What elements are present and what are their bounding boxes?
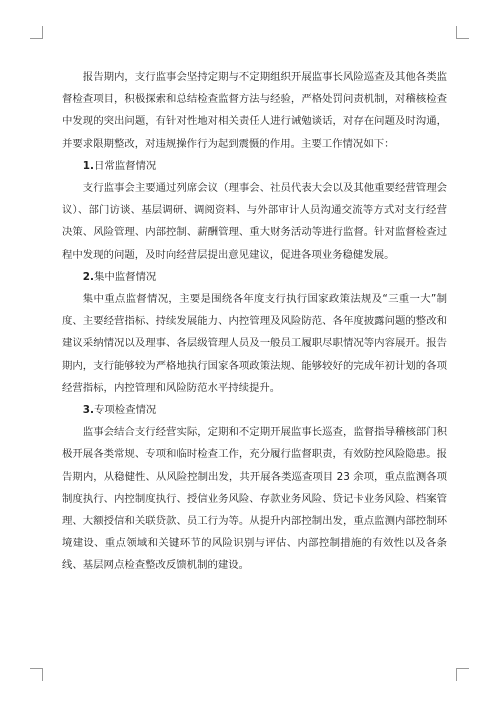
- crop-mark-bottom-right: [456, 668, 469, 681]
- document-body: [62, 66, 447, 577]
- crop-mark-top-left: [30, 26, 43, 39]
- crop-mark-top-right: [456, 26, 469, 39]
- section-title: 专项检查情况: [93, 404, 157, 417]
- daily-supervision-paragraph: 支行监事会主要通过列席会议（理事会、社员代表大会以及其他重要经营管理会议）、部门访谈、基层调研、调阅资料、与外部审计人员沟通交流等方式对支行经营决策、风险管理、内部控制、薪酬管理、重大财务活动等进行监督。针对监督检查过程中发现的问题，及时向经营层提出意见建议，促进各项业务稳健发展。: [62, 182, 447, 261]
- section-number: 2.: [82, 270, 94, 283]
- intro-paragraph: 报告期内，支行监事会坚持定期与不定期组织开展监事长风险巡查及其他各类监督检查项目，积极探索和总结检查监督方法与经验，严格处罚问责机制，对稽核检查中发现的突出问题，有针对性地对相关责任人进行诫勉谈话，对存在问题及时沟通，并要求限期整改，对违规操作行为起到震慑的作用。主要工作情况如下：: [62, 71, 447, 150]
- section-title: 集中监督情况: [93, 270, 157, 283]
- section-number: 3.: [82, 404, 94, 417]
- crop-mark-bottom-left: [30, 668, 43, 681]
- special-inspection-paragraph: 监事会结合支行经营实际，定期和不定期开展监事长巡查，监督指导稽核部门积极开展各类常规、专项和临时检查工作，充分履行监督职责，有效防控风险隐患。报告期内，从稳健性、从风险控制出发，共开展各类巡查项目 23 余项，重点监测各项制度执行、内控制度执行、授信业务风险、存款业务风险、贷记卡业务风险、档案管理、大额授信和关联贷款、员工行为等。从提升内部控制出发，重点监测内部控制环境建设、重点领域和关键环节的风险识别与评估、内部控制措施的有效性以及各条线、基层网点检查整改反馈机制的建设。: [62, 426, 447, 572]
- section-number: 1.: [82, 159, 94, 172]
- section-heading-focused: [62, 266, 447, 288]
- section-heading-daily: [62, 155, 447, 177]
- section-title: 日常监督情况: [93, 159, 157, 172]
- focused-supervision-paragraph: 集中重点监督情况，主要是围绕各年度支行执行国家政策法规及“三重一大”制度、主要经营指标、持续发展能力、内控管理及风险防范、各年度披露问题的整改和建议采纳情况以及理事、各层级管理人员及一般员工履职尽职情况等内容展开。报告期内，支行能够较为严格地执行国家各项政策法规、能够较好的完成年初计划的各项经营指标，内控管理和风险防范水平持续提升。: [62, 293, 447, 394]
- section-heading-special: [62, 399, 447, 421]
